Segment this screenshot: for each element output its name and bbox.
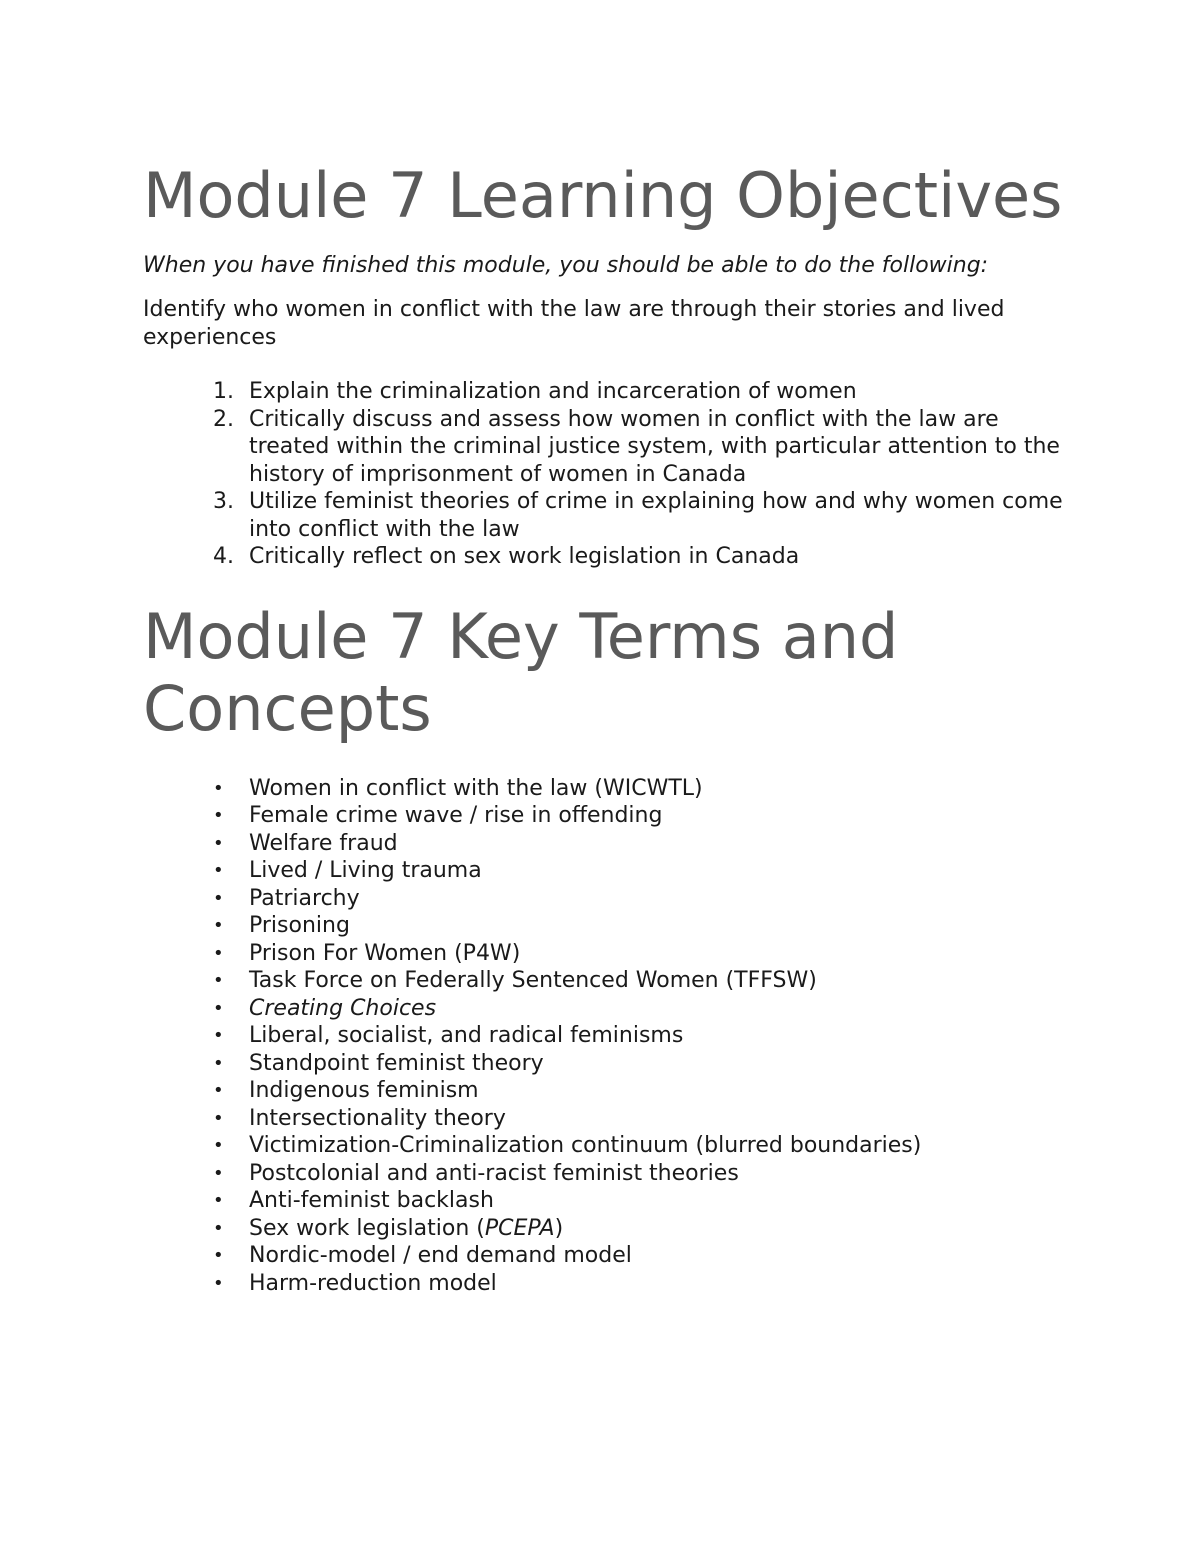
term-item bbox=[143, 995, 1063, 1023]
term-text: Liberal, socialist, and radical feminisms bbox=[249, 1023, 684, 1048]
term-item bbox=[143, 1105, 1063, 1133]
term-item bbox=[143, 857, 1063, 885]
term-text-suffix: ) bbox=[554, 1215, 564, 1241]
bullet-icon: • bbox=[213, 1245, 224, 1266]
term-text: Welfare fraud bbox=[249, 830, 398, 856]
term-text: Postcolonial and anti-racist feminist theories bbox=[249, 1160, 739, 1186]
bullet-icon: • bbox=[213, 1135, 224, 1156]
term-item bbox=[143, 1132, 1063, 1160]
term-item bbox=[143, 1242, 1063, 1270]
term-text: Victimization-Criminalization continuum (blurred boundaries) bbox=[249, 1133, 922, 1158]
objective-item bbox=[143, 543, 1063, 571]
term-item bbox=[143, 1077, 1063, 1105]
term-item bbox=[143, 967, 1063, 995]
term-text: Harm-reduction model bbox=[249, 1270, 497, 1296]
term-item bbox=[143, 1187, 1063, 1215]
document-page bbox=[143, 160, 1063, 1297]
term-text-italic: PCEPA bbox=[484, 1215, 555, 1241]
term-item bbox=[143, 885, 1063, 913]
objective-number: 4. bbox=[213, 544, 234, 569]
bullet-icon: • bbox=[213, 805, 224, 826]
term-item bbox=[143, 1270, 1063, 1298]
key-terms-list bbox=[143, 775, 1063, 1298]
term-text: Creating Choices bbox=[249, 995, 437, 1021]
term-text: Lived / Living trauma bbox=[249, 858, 482, 883]
bullet-icon: • bbox=[213, 887, 224, 909]
bullet-icon: • bbox=[213, 1217, 224, 1239]
bullet-icon: • bbox=[213, 1080, 224, 1101]
term-item bbox=[143, 912, 1063, 940]
objectives-intro: When you have finished this module, you should be able to do the following: bbox=[143, 253, 989, 278]
key-terms-heading: Module 7 Key Terms and Concepts bbox=[143, 599, 899, 745]
objective-number: 2. bbox=[213, 406, 234, 432]
bullet-icon: • bbox=[213, 777, 224, 799]
term-text: Prisoning bbox=[249, 913, 350, 938]
bullet-icon: • bbox=[213, 1107, 224, 1129]
term-item bbox=[143, 1160, 1063, 1188]
bullet-icon: • bbox=[213, 915, 224, 936]
bullet-icon: • bbox=[213, 1025, 224, 1046]
term-item bbox=[143, 1050, 1063, 1078]
bullet-icon: • bbox=[213, 832, 224, 854]
objective-item bbox=[143, 406, 1063, 489]
objective-item bbox=[143, 488, 1063, 543]
term-text: Task Force on Federally Sentenced Women (TFFSW) bbox=[249, 968, 817, 993]
term-text-prefix: Sex work legislation ( bbox=[249, 1215, 485, 1241]
term-item bbox=[143, 1215, 1063, 1243]
objectives-list bbox=[143, 378, 1063, 571]
learning-objectives-heading: Module 7 Learning Objectives bbox=[143, 159, 1063, 232]
bullet-icon: • bbox=[213, 1190, 224, 1211]
objective-text: Explain the criminalization and incarceration of women bbox=[249, 379, 857, 404]
term-text: Indigenous feminism bbox=[249, 1078, 479, 1103]
term-text: Female crime wave / rise in offending bbox=[249, 803, 663, 828]
term-item bbox=[143, 1022, 1063, 1050]
objective-number: 3. bbox=[213, 489, 234, 514]
objective-text: Utilize feminist theories of crime in explaining how and why women come into conflict with the law bbox=[249, 489, 1063, 542]
term-item bbox=[143, 775, 1063, 803]
term-text: Intersectionality theory bbox=[249, 1105, 506, 1131]
term-text: Women in conflict with the law (WICWTL) bbox=[249, 775, 703, 801]
term-item bbox=[143, 802, 1063, 830]
bullet-icon: • bbox=[213, 1162, 224, 1184]
term-text: Standpoint feminist theory bbox=[249, 1050, 544, 1076]
term-item bbox=[143, 940, 1063, 968]
objectives-lead: Identify who women in conflict with the law are through their stories and lived experiences bbox=[143, 297, 1005, 350]
bullet-icon: • bbox=[213, 860, 224, 881]
objective-item bbox=[143, 378, 1063, 406]
bullet-icon: • bbox=[213, 1052, 224, 1074]
bullet-icon: • bbox=[213, 1272, 224, 1294]
objective-text: Critically reflect on sex work legislation in Canada bbox=[249, 544, 800, 569]
term-text: Prison For Women (P4W) bbox=[249, 940, 521, 966]
term-text: Anti-feminist backlash bbox=[249, 1188, 494, 1213]
term-text: Nordic-model / end demand model bbox=[249, 1243, 632, 1268]
objective-number: 1. bbox=[213, 379, 234, 404]
objective-text: Critically discuss and assess how women in conflict with the law are treated within the criminal justice system, with particular attention to the history of imprisonment of women in Canada bbox=[249, 406, 1060, 487]
bullet-icon: • bbox=[213, 997, 224, 1019]
term-item bbox=[143, 830, 1063, 858]
term-text: Patriarchy bbox=[249, 885, 360, 911]
bullet-icon: • bbox=[213, 970, 224, 991]
bullet-icon: • bbox=[213, 942, 224, 964]
